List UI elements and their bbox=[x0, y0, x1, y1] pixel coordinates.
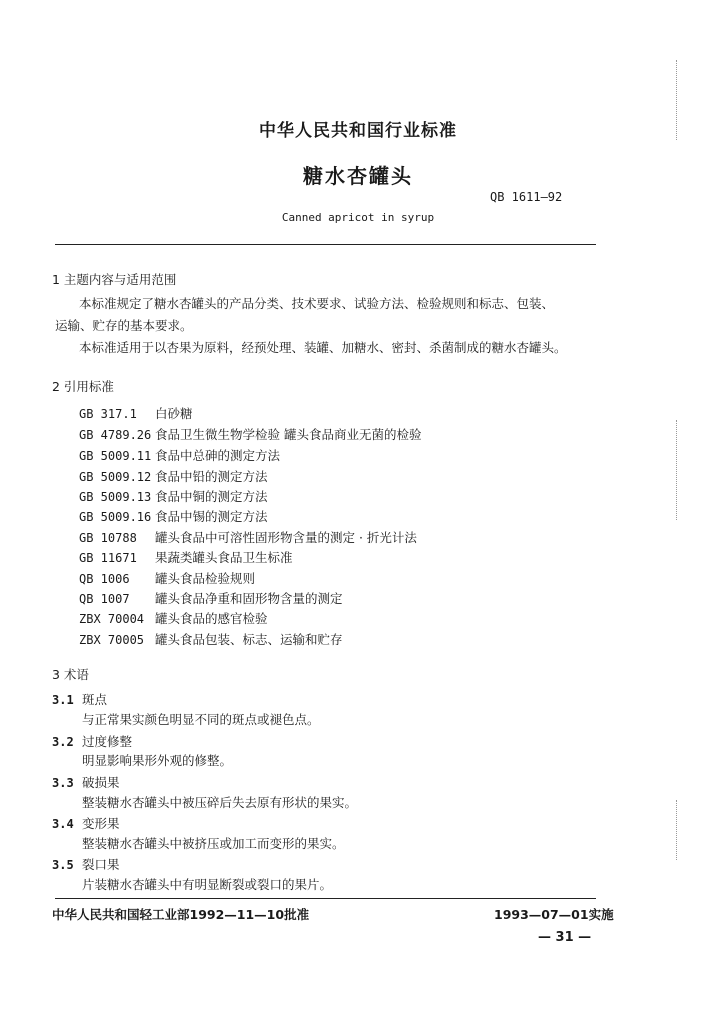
section1-heading: 1 主题内容与适用范围 bbox=[52, 272, 177, 287]
term-heading bbox=[52, 854, 120, 873]
doc-title-english: Canned apricot in syrup bbox=[281, 211, 435, 224]
scan-edge-mark bbox=[676, 800, 679, 860]
term-name: 变形果 bbox=[82, 816, 120, 831]
term-heading bbox=[52, 772, 120, 791]
reference-item bbox=[79, 486, 268, 505]
section1-para1-line1: 本标准规定了糖水杏罐头的产品分类、技术要求、试验方法、检验规则和标志、包装、 bbox=[79, 296, 555, 311]
term-number: 3.2 bbox=[52, 735, 74, 749]
reference-item bbox=[79, 466, 268, 485]
term-definition: 整装糖水杏罐头中被挤压或加工而变形的果实。 bbox=[82, 836, 345, 851]
page-number: — 31 — bbox=[538, 930, 592, 945]
header-divider bbox=[55, 244, 596, 245]
term-name: 斑点 bbox=[82, 692, 108, 707]
reference-item bbox=[79, 608, 268, 627]
reference-title: 食品中铜的测定方法 bbox=[155, 489, 268, 504]
reference-code: GB 4789.26 bbox=[79, 428, 152, 442]
org-title: 中华人民共和国行业标准 bbox=[259, 121, 457, 141]
reference-item bbox=[79, 588, 343, 607]
doc-code: QB 1611—92 bbox=[490, 190, 563, 204]
reference-code: GB 5009.13 bbox=[79, 490, 152, 504]
reference-title: 食品卫生微生物学检验 罐头食品商业无菌的检验 bbox=[155, 427, 422, 442]
term-heading bbox=[52, 731, 132, 750]
term-number: 3.1 bbox=[52, 693, 74, 707]
reference-code: GB 5009.12 bbox=[79, 470, 152, 484]
footer-divider bbox=[55, 898, 596, 899]
reference-item bbox=[79, 403, 193, 422]
reference-item bbox=[79, 445, 280, 464]
reference-item bbox=[79, 424, 421, 443]
reference-title: 食品中铅的测定方法 bbox=[155, 469, 268, 484]
reference-item bbox=[79, 629, 343, 648]
reference-code: GB 5009.16 bbox=[79, 510, 152, 524]
reference-code: ZBX 70005 bbox=[79, 633, 145, 647]
reference-item bbox=[79, 506, 268, 525]
term-name: 破损果 bbox=[82, 775, 120, 790]
reference-code: QB 1006 bbox=[79, 572, 130, 586]
reference-title: 罐头食品的感官检验 bbox=[155, 611, 268, 626]
term-heading bbox=[52, 689, 107, 708]
reference-title: 罐头食品中可溶性固形物含量的测定 · 折光计法 bbox=[155, 530, 417, 545]
reference-code: GB 317.1 bbox=[79, 407, 137, 421]
reference-item bbox=[79, 527, 417, 546]
section3-heading: 3 术语 bbox=[52, 667, 89, 682]
reference-code: ZBX 70004 bbox=[79, 612, 145, 626]
reference-title: 罐头食品检验规则 bbox=[155, 571, 256, 586]
reference-title: 食品中总砷的测定方法 bbox=[155, 448, 281, 463]
reference-item bbox=[79, 547, 293, 566]
scan-edge-mark bbox=[676, 60, 679, 140]
reference-title: 罐头食品净重和固形物含量的测定 bbox=[155, 591, 343, 606]
term-definition: 片装糖水杏罐头中有明显断裂或裂口的果片。 bbox=[82, 877, 333, 892]
section2-heading: 2 引用标准 bbox=[52, 379, 114, 394]
term-definition: 明显影响果形外观的修整。 bbox=[82, 753, 233, 768]
reference-item bbox=[79, 568, 255, 587]
reference-title: 罐头食品包装、标志、运输和贮存 bbox=[155, 632, 343, 647]
term-definition: 与正常果实颜色明显不同的斑点或褪色点。 bbox=[82, 712, 320, 727]
reference-title: 果蔬类罐头食品卫生标准 bbox=[155, 550, 293, 565]
term-number: 3.5 bbox=[52, 858, 74, 872]
term-definition: 整装糖水杏罐头中被压碎后失去原有形状的果实。 bbox=[82, 795, 358, 810]
reference-code: GB 10788 bbox=[79, 531, 137, 545]
reference-code: GB 11671 bbox=[79, 551, 137, 565]
term-number: 3.4 bbox=[52, 817, 74, 831]
term-heading bbox=[52, 813, 120, 832]
reference-code: GB 5009.11 bbox=[79, 449, 152, 463]
effective-date: 1993—07—01实施 bbox=[494, 907, 614, 922]
approval-statement: 中华人民共和国轻工业部1992—11—10批准 bbox=[52, 907, 310, 922]
doc-title: 糖水杏罐头 bbox=[303, 164, 413, 188]
term-name: 裂口果 bbox=[82, 857, 120, 872]
scan-edge-mark bbox=[676, 420, 679, 520]
reference-code: QB 1007 bbox=[79, 592, 130, 606]
term-name: 过度修整 bbox=[82, 734, 133, 749]
term-number: 3.3 bbox=[52, 776, 74, 790]
section1-para2: 本标准适用于以杏果为原料，经预处理、装罐、加糖水、密封、杀菌制成的糖水杏罐头。 bbox=[79, 340, 567, 355]
section1-para1-line2: 运输、贮存的基本要求。 bbox=[55, 318, 193, 333]
reference-title: 白砂糖 bbox=[155, 406, 193, 421]
reference-title: 食品中锡的测定方法 bbox=[155, 509, 268, 524]
